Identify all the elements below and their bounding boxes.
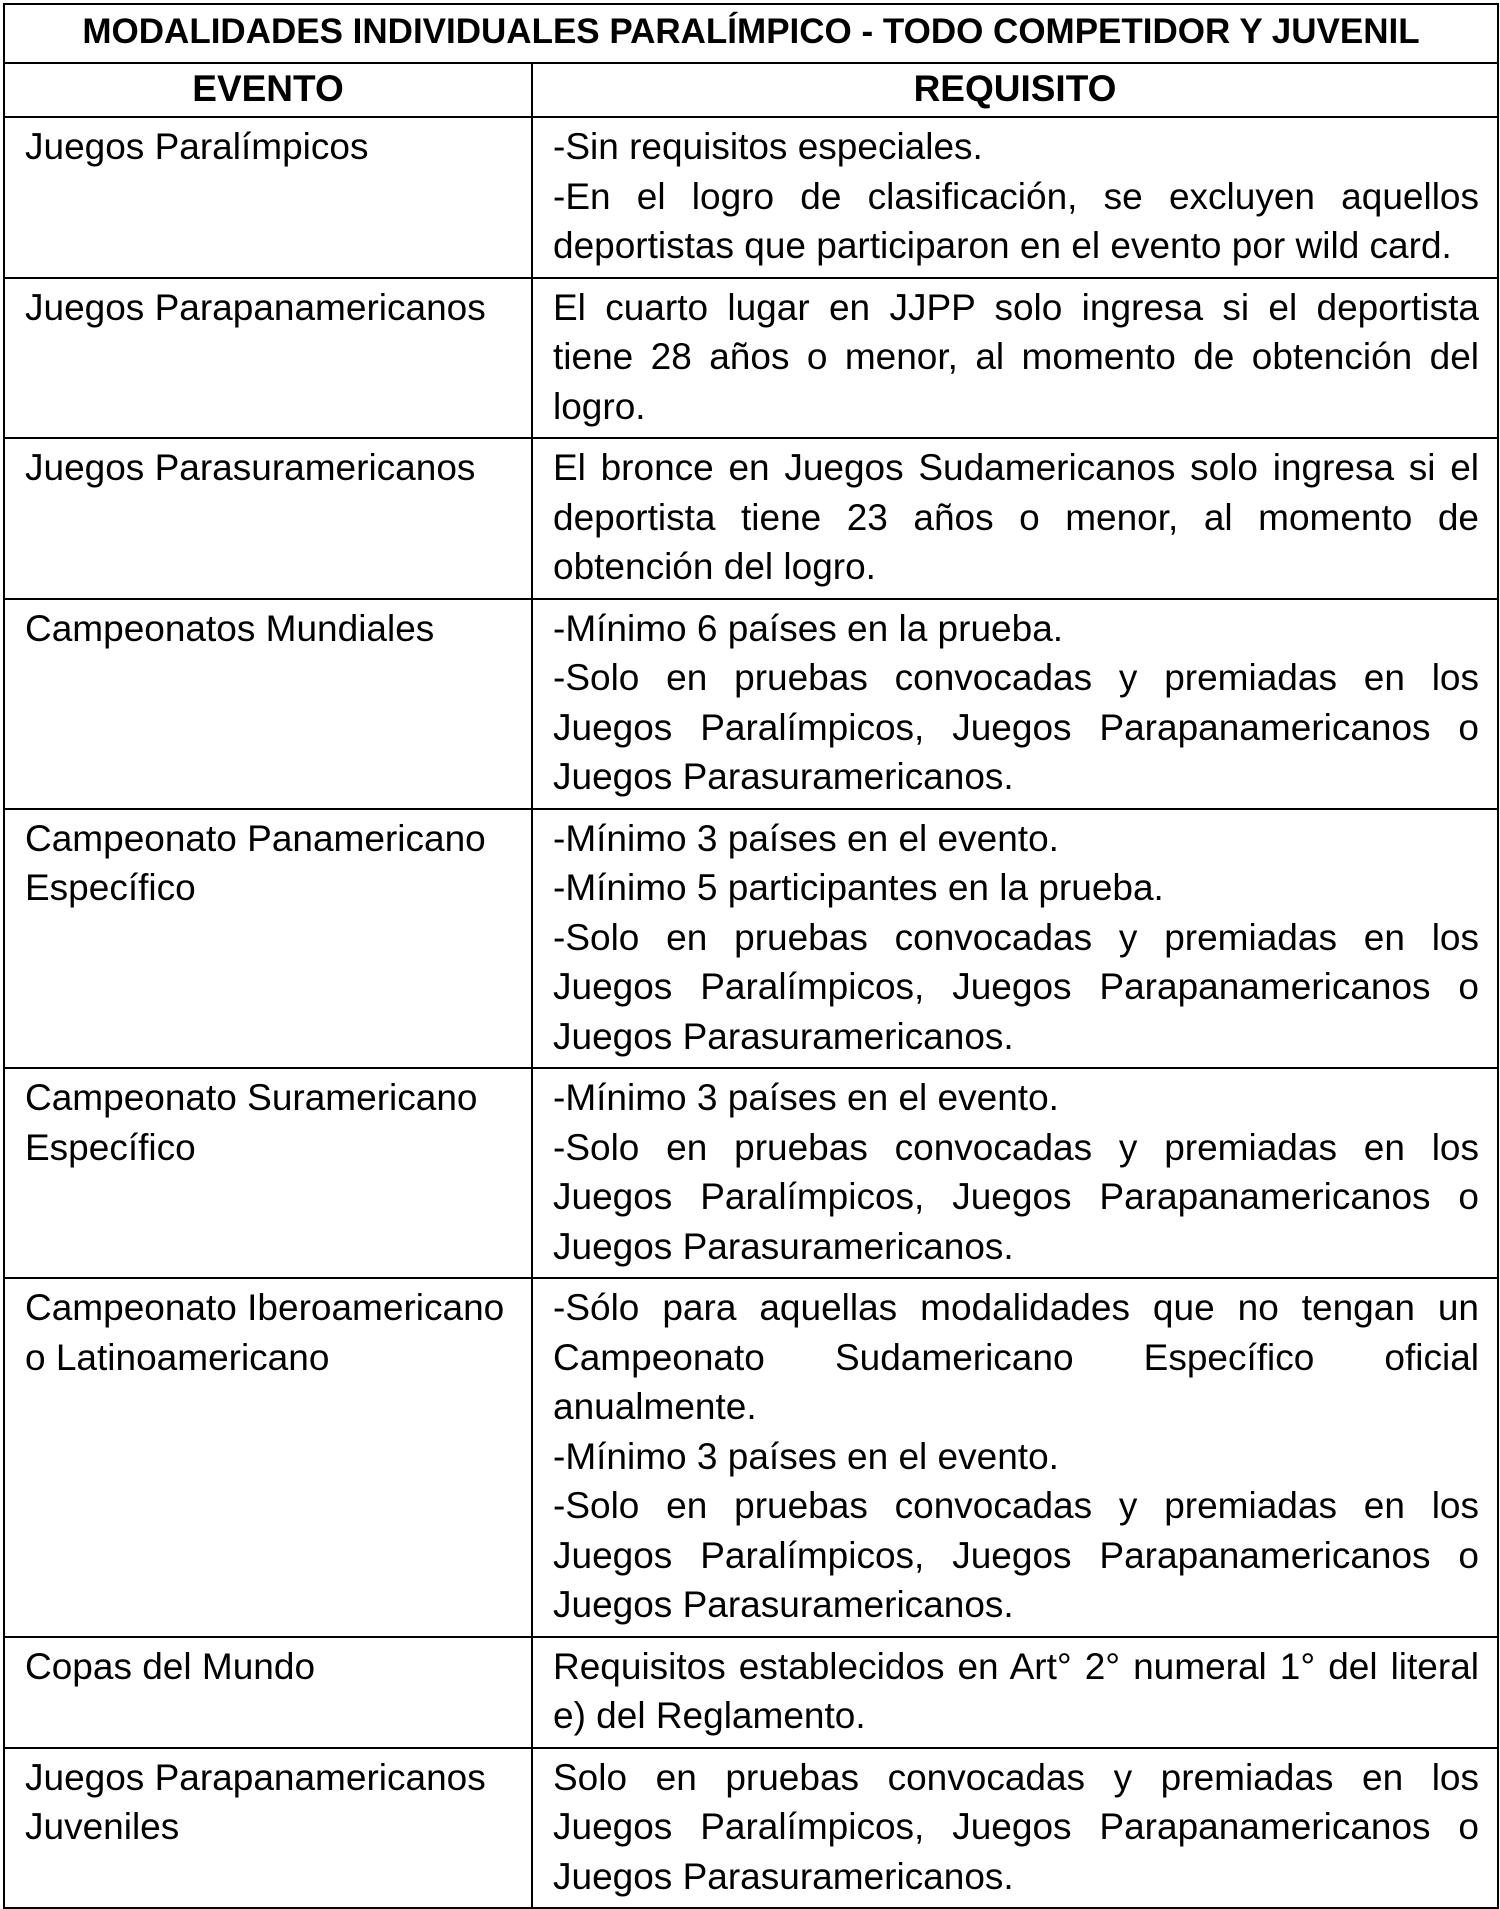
requirement-cell [532,1637,1498,1748]
event-cell: Juegos Parapanamericanos Juveniles [4,1748,532,1909]
requirement-item: -Solo en pruebas convocadas y premiadas en los Juegos Paralímpicos, Juegos Parapanamericanos o Juegos Parasuramericanos. [553,1485,1480,1625]
requirements-table-wrapper [3,3,1497,1909]
requirements-table [3,3,1499,1909]
requirement-cell [532,438,1498,599]
requirement-item: -Sin requisitos especiales. [553,126,983,167]
requirement-item: -Mínimo 3 países en el evento. [553,1077,1059,1118]
requirement-item: El bronce en Juegos Sudamericanos solo ingresa si el deportista tiene 23 años o menor, al momento de obtención del logro. [553,447,1480,587]
header-event: EVENTO [4,63,532,117]
requirement-cell [532,278,1498,439]
requirement-item: -Mínimo 3 países en el evento. [553,817,1059,859]
event-cell: Campeonato Iberoamericano o Latinoamericano [4,1278,532,1637]
header-row [4,63,1498,117]
event-cell: Juegos Parasuramericanos [4,438,532,599]
requirement-item: -Sólo para aquellas modalidades que no tengan un Campeonato Sudamericano Específico oficial anualmente. [553,1287,1480,1427]
requirement-item: -Mínimo 3 países en el evento. [553,1435,1059,1477]
requirement-cell [532,1068,1498,1278]
title-row [4,4,1498,63]
requirement-item: -Solo en pruebas convocadas y premiadas en los Juegos Paralímpicos, Juegos Parapanamericanos o Juegos Parasuramericanos. [553,1126,1480,1267]
requirement-item: Requisitos establecidos en Art° 2° numeral 1° del literal e) del Reglamento. [553,1645,1480,1736]
event-cell: Juegos Parapanamericanos [4,278,532,439]
event-cell: Copas del Mundo [4,1637,532,1748]
requirement-cell [532,117,1498,278]
table-row [4,809,1498,1069]
requirement-cell [532,1278,1498,1637]
requirement-cell [532,1748,1498,1909]
requirement-item: -Mínimo 5 participantes en la prueba. [553,867,1164,908]
table-row [4,1748,1498,1909]
event-cell: Campeonatos Mundiales [4,599,532,809]
requirement-item: El cuarto lugar en JJPP solo ingresa si el deportista tiene 28 años o menor, al momento de obtención del logro. [553,286,1480,427]
header-requirement: REQUISITO [532,63,1498,117]
table-row [4,117,1498,278]
event-cell: Juegos Paralímpicos [4,117,532,278]
requirement-cell [532,599,1498,809]
table-title: MODALIDADES INDIVIDUALES PARALÍMPICO - TODO COMPETIDOR Y JUVENIL [4,4,1498,63]
table-row [4,438,1498,599]
requirement-cell [532,809,1498,1069]
requirement-item: -En el logro de clasificación, se excluyen aquellos deportistas que participaron en el evento por wild card. [553,175,1480,266]
table-row [4,1637,1498,1748]
event-cell: Campeonato Panamericano Específico [4,809,532,1069]
requirement-item: -Solo en pruebas convocadas y premiadas en los Juegos Paralímpicos, Juegos Parapanamericanos o Juegos Parasuramericanos. [553,657,1480,797]
table-body [4,117,1498,1908]
table-row [4,1068,1498,1278]
requirement-item: Solo en pruebas convocadas y premiadas en los Juegos Paralímpicos, Juegos Parapanamericanos o Juegos Parasuramericanos. [553,1756,1480,1897]
table-row [4,278,1498,439]
requirement-item: -Mínimo 6 países en la prueba. [553,607,1064,649]
requirement-item: -Solo en pruebas convocadas y premiadas en los Juegos Paralímpicos, Juegos Parapanamericanos o Juegos Parasuramericanos. [553,916,1480,1057]
event-cell: Campeonato Suramericano Específico [4,1068,532,1278]
table-row [4,1278,1498,1637]
table-row [4,599,1498,809]
